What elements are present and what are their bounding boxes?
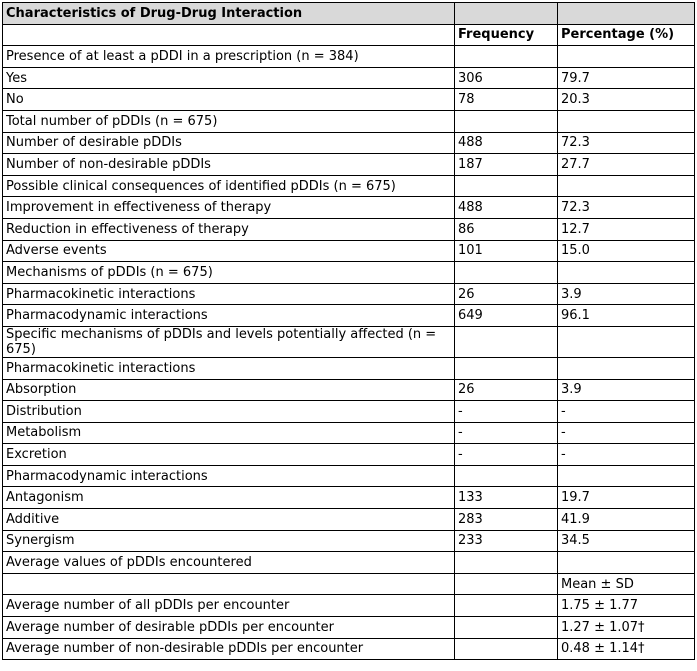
table-row [3,401,695,423]
frequency-cell: - [455,401,558,423]
percentage-cell: 72.3 [558,197,695,219]
table-row [3,218,695,240]
title-spacer-cell [558,3,695,25]
row-label-cell: Pharmacodynamic interactions [3,465,455,487]
table-row [3,617,695,639]
header-blank-cell [3,24,455,46]
table-row [3,444,695,466]
frequency-cell [455,262,558,284]
percentage-cell [558,326,695,357]
frequency-cell [455,110,558,132]
row-label-cell: Yes [3,67,455,89]
column-header-row [3,24,695,46]
table-row [3,638,695,660]
table-row [3,262,695,284]
frequency-cell [455,638,558,660]
frequency-cell [455,46,558,68]
title-spacer-cell [455,3,558,25]
row-label-cell: Pharmacokinetic interactions [3,357,455,379]
row-label-cell: Adverse events [3,240,455,262]
row-label-cell: Possible clinical consequences of identified pDDIs (n = 675) [3,175,455,197]
row-label-cell: Number of desirable pDDIs [3,132,455,154]
row-label-cell: Specific mechanisms of pDDIs and levels potentially affected (n = 675) [3,326,455,357]
header-percentage: Percentage (%) [558,24,695,46]
row-label-cell: Pharmacodynamic interactions [3,305,455,327]
row-label-cell: Improvement in effectiveness of therapy [3,197,455,219]
percentage-cell [558,552,695,574]
table-row [3,509,695,531]
row-label-cell: Synergism [3,530,455,552]
table-row [3,379,695,401]
table-row [3,305,695,327]
row-label-cell: Total number of pDDIs (n = 675) [3,110,455,132]
table-row [3,175,695,197]
percentage-cell: 72.3 [558,132,695,154]
percentage-cell: 19.7 [558,487,695,509]
percentage-cell: 1.27 ± 1.07† [558,617,695,639]
row-label-cell: Absorption [3,379,455,401]
frequency-cell [455,175,558,197]
percentage-cell [558,357,695,379]
row-label-cell: Additive [3,509,455,531]
table-row [3,46,695,68]
table-row [3,595,695,617]
table-row [3,132,695,154]
percentage-cell [558,465,695,487]
row-label-cell: Distribution [3,401,455,423]
frequency-cell [455,552,558,574]
frequency-cell [455,357,558,379]
table-row [3,67,695,89]
percentage-cell: 12.7 [558,218,695,240]
frequency-cell [455,617,558,639]
frequency-cell [455,573,558,595]
row-label-cell: Average number of non-desirable pDDIs per encounter [3,638,455,660]
percentage-cell: 0.48 ± 1.14† [558,638,695,660]
percentage-cell [558,175,695,197]
percentage-cell: 20.3 [558,89,695,111]
table-title: Characteristics of Drug-Drug Interaction [3,3,455,25]
row-label-cell: Presence of at least a pDDI in a prescription (n = 384) [3,46,455,68]
table-row [3,89,695,111]
percentage-cell: 3.9 [558,379,695,401]
frequency-cell: 488 [455,197,558,219]
table-row [3,487,695,509]
frequency-cell: 86 [455,218,558,240]
frequency-cell: 26 [455,379,558,401]
frequency-cell [455,326,558,357]
table-row [3,465,695,487]
percentage-cell: - [558,444,695,466]
row-label-cell: Pharmacokinetic interactions [3,283,455,305]
frequency-cell: 233 [455,530,558,552]
row-label-cell: Number of non-desirable pDDIs [3,154,455,176]
table-row [3,110,695,132]
row-label-cell: Average values of pDDIs encountered [3,552,455,574]
ddi-characteristics-table [2,2,695,660]
row-label-cell: Metabolism [3,422,455,444]
percentage-cell [558,262,695,284]
percentage-cell [558,110,695,132]
table-row [3,240,695,262]
table-row [3,197,695,219]
row-label-cell: Excretion [3,444,455,466]
row-label-cell: Reduction in effectiveness of therapy [3,218,455,240]
frequency-cell: 187 [455,154,558,176]
header-frequency: Frequency [455,24,558,46]
percentage-cell: 27.7 [558,154,695,176]
percentage-cell: 1.75 ± 1.77 [558,595,695,617]
table-title-row [3,3,695,25]
frequency-cell: 133 [455,487,558,509]
frequency-cell: 306 [455,67,558,89]
percentage-cell: - [558,401,695,423]
row-label-cell: Antagonism [3,487,455,509]
table-body [3,46,695,660]
frequency-cell: 26 [455,283,558,305]
frequency-cell [455,595,558,617]
percentage-cell: Mean ± SD [558,573,695,595]
table-row [3,357,695,379]
percentage-cell: 41.9 [558,509,695,531]
percentage-cell [558,46,695,68]
table-row [3,530,695,552]
percentage-cell: 96.1 [558,305,695,327]
frequency-cell [455,465,558,487]
frequency-cell: - [455,422,558,444]
row-label-cell [3,573,455,595]
table-row [3,573,695,595]
table-row [3,326,695,357]
row-label-cell: Mechanisms of pDDIs (n = 675) [3,262,455,284]
percentage-cell: 3.9 [558,283,695,305]
table-row [3,552,695,574]
frequency-cell: 649 [455,305,558,327]
table-row [3,283,695,305]
frequency-cell: - [455,444,558,466]
row-label-cell: No [3,89,455,111]
percentage-cell: 34.5 [558,530,695,552]
percentage-cell: - [558,422,695,444]
percentage-cell: 15.0 [558,240,695,262]
row-label-cell: Average number of all pDDIs per encounter [3,595,455,617]
frequency-cell: 283 [455,509,558,531]
frequency-cell: 101 [455,240,558,262]
table-row [3,422,695,444]
row-label-cell: Average number of desirable pDDIs per encounter [3,617,455,639]
frequency-cell: 78 [455,89,558,111]
table-row [3,154,695,176]
frequency-cell: 488 [455,132,558,154]
percentage-cell: 79.7 [558,67,695,89]
